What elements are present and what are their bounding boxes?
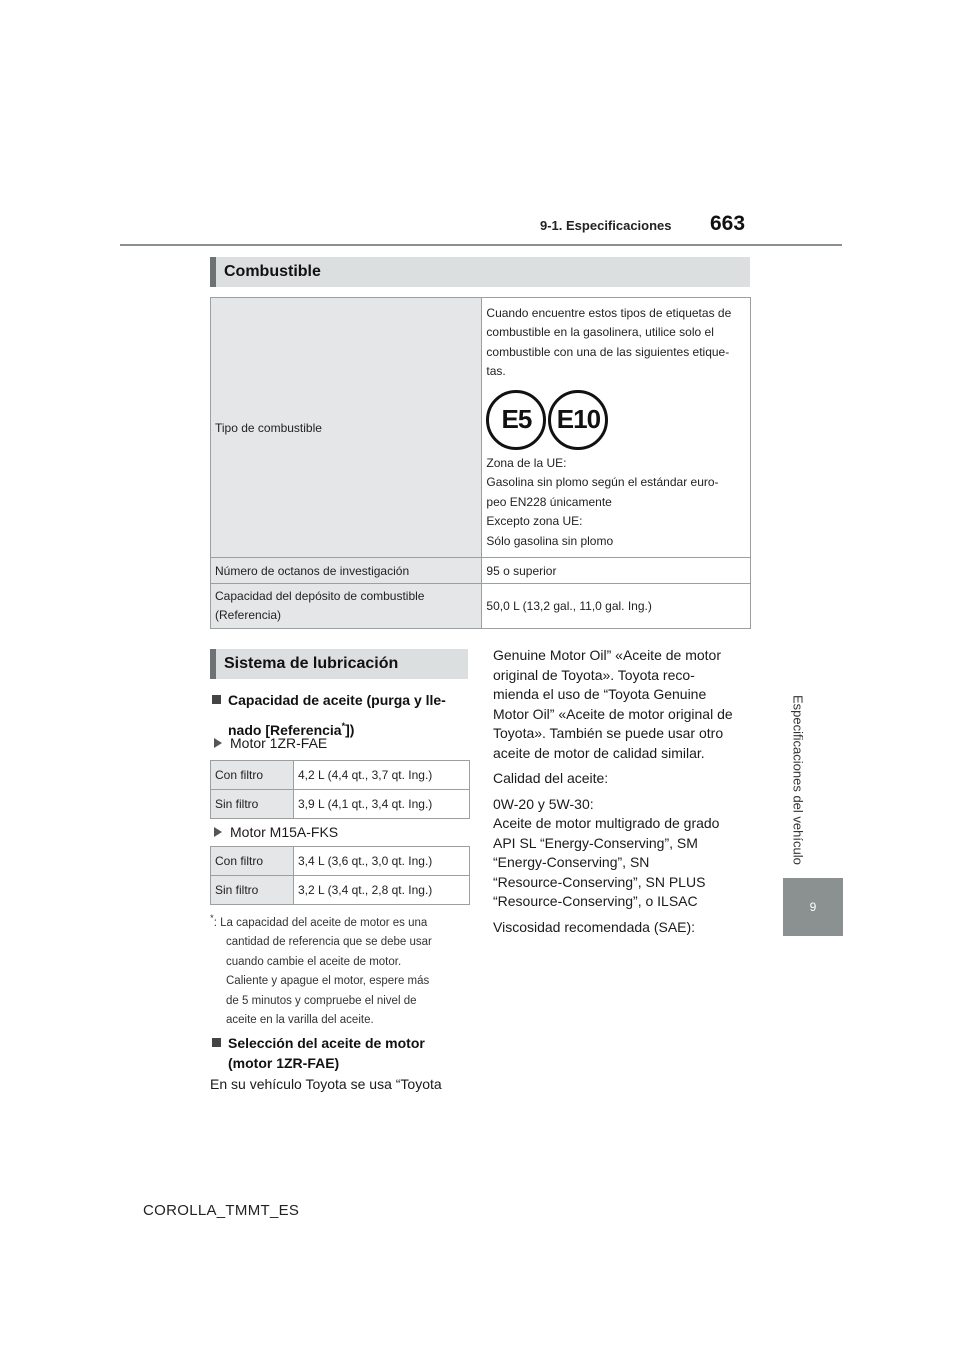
- fuel-spec-table: [210, 297, 751, 629]
- fuel-intro-line: combustible en la gasolinera, utilice solo el: [486, 325, 714, 340]
- engine-m15a-heading: Motor M15A-FKS: [214, 824, 338, 840]
- fuel-label-badges: [486, 390, 746, 450]
- footnote: *: La capacidad del aceite de motor es una cantidad de referencia que se debe usar cuando cambie el aceite de motor. Caliente y apague el motor, espere más de 5 minutos y compruebe el nivel de aceite en la varilla del aceite.: [210, 913, 432, 1027]
- table-row: [211, 558, 751, 584]
- header-divider: [120, 244, 842, 246]
- fuel-intro-line: tas.: [486, 364, 506, 379]
- oil-capacity-table-1zr: [210, 760, 470, 819]
- oil-row-value: 3,4 L (3,6 qt., 3,0 qt. Ing.): [294, 847, 470, 876]
- oil-row-label: Sin filtro: [211, 876, 294, 905]
- fuel-intro-line: combustible con una de las siguientes etique-: [486, 344, 730, 359]
- chapter-tab-number: 9: [809, 900, 817, 914]
- lubrication-section-title: Sistema de lubricación: [224, 655, 399, 672]
- triangle-bullet-icon: [214, 827, 222, 837]
- oil-row-value: 3,9 L (4,1 qt., 3,4 qt. Ing.): [294, 790, 470, 819]
- oil-quality-label: Calidad del aceite:: [493, 770, 609, 786]
- octane-value: 95 o superior: [482, 558, 751, 584]
- oil-row-label: Sin filtro: [211, 790, 294, 819]
- oil-selection-heading: Selección del aceite de motor (motor 1ZR-FAE): [212, 1033, 474, 1073]
- e10-badge-icon: E10: [548, 390, 608, 450]
- section-title: 9-1. Especificaciones: [540, 218, 672, 233]
- square-bullet-icon: [212, 695, 221, 704]
- oil-recommendation-paragraph: Genuine Motor Oil” «Aceite de motor original de Toyota». Toyota reco- mienda el uso de “Toyota Genuine Motor Oil” «Aceite de motor original de Toyota». También se puede usar otro aceite de motor de calidad similar.: [493, 647, 733, 761]
- chapter-side-label: Especificaciones del vehículo: [790, 695, 806, 865]
- fuel-detail-line: Excepto zona UE:: [486, 514, 583, 529]
- table-row: [211, 790, 470, 819]
- e5-badge-icon: E5: [486, 390, 546, 450]
- fuel-detail-line: Gasolina sin plomo según el estándar euro-: [486, 475, 719, 490]
- table-row: [211, 876, 470, 905]
- fuel-section-title: Combustible: [224, 263, 321, 280]
- table-row: [211, 298, 751, 558]
- oil-row-value: 3,2 L (3,4 qt., 2,8 qt. Ing.): [294, 876, 470, 905]
- table-row: [211, 761, 470, 790]
- page-number: 663: [710, 212, 746, 235]
- oil-description-column: [493, 646, 755, 943]
- tank-capacity-label: Capacidad del depósito de combustible: [215, 588, 425, 603]
- oil-quality-paragraph: 0W-20 y 5W-30: Aceite de motor multigrado de grado API SL “Energy-Conserving”, SM “Energy-Conserving”, SN “Resource-Conserving”, SN PLUS “Resource-Conserving”, o ILSAC: [493, 795, 720, 909]
- document-code: COROLLA_TMMT_ES: [143, 1202, 300, 1219]
- chapter-tab[interactable]: [783, 878, 843, 936]
- fuel-type-label-cell: [211, 298, 482, 558]
- fuel-section-heading: [210, 257, 750, 287]
- table-row: [211, 847, 470, 876]
- fuel-type-label: Tipo de combustible: [215, 420, 322, 435]
- fuel-detail-line: peo EN228 únicamente: [486, 494, 612, 509]
- square-bullet-icon: [212, 1038, 221, 1047]
- lubrication-section-heading: [210, 649, 468, 679]
- engine-1zr-heading: Motor 1ZR-FAE: [214, 735, 327, 751]
- fuel-detail-line: Sólo gasolina sin plomo: [486, 533, 614, 548]
- oil-intro-text: En su vehículo Toyota se usa “Toyota: [210, 1076, 442, 1092]
- triangle-bullet-icon: [214, 738, 222, 748]
- footnote-mark: *: [210, 913, 214, 924]
- tank-capacity-label-cell: [211, 584, 482, 629]
- oil-row-label: Con filtro: [211, 761, 294, 790]
- fuel-type-value-cell: [482, 298, 751, 558]
- oil-row-label: Con filtro: [211, 847, 294, 876]
- octane-label: Número de octanos de investigación: [211, 558, 482, 584]
- fuel-intro-line: Cuando encuentre estos tipos de etiquetas de: [486, 305, 732, 320]
- table-row: [211, 584, 751, 629]
- oil-row-value: 4,2 L (4,4 qt., 3,7 qt. Ing.): [294, 761, 470, 790]
- tank-capacity-label-ref: (Referencia): [215, 608, 282, 622]
- oil-capacity-heading: Capacidad de aceite (purga y lle- nado [Referencia*]): [212, 687, 474, 743]
- oil-capacity-table-m15a: [210, 846, 470, 905]
- tank-capacity-value: 50,0 L (13,2 gal., 11,0 gal. Ing.): [482, 584, 751, 629]
- fuel-detail-line: Zona de la UE:: [486, 455, 567, 470]
- viscosity-label: Viscosidad recomendada (SAE):: [493, 918, 696, 935]
